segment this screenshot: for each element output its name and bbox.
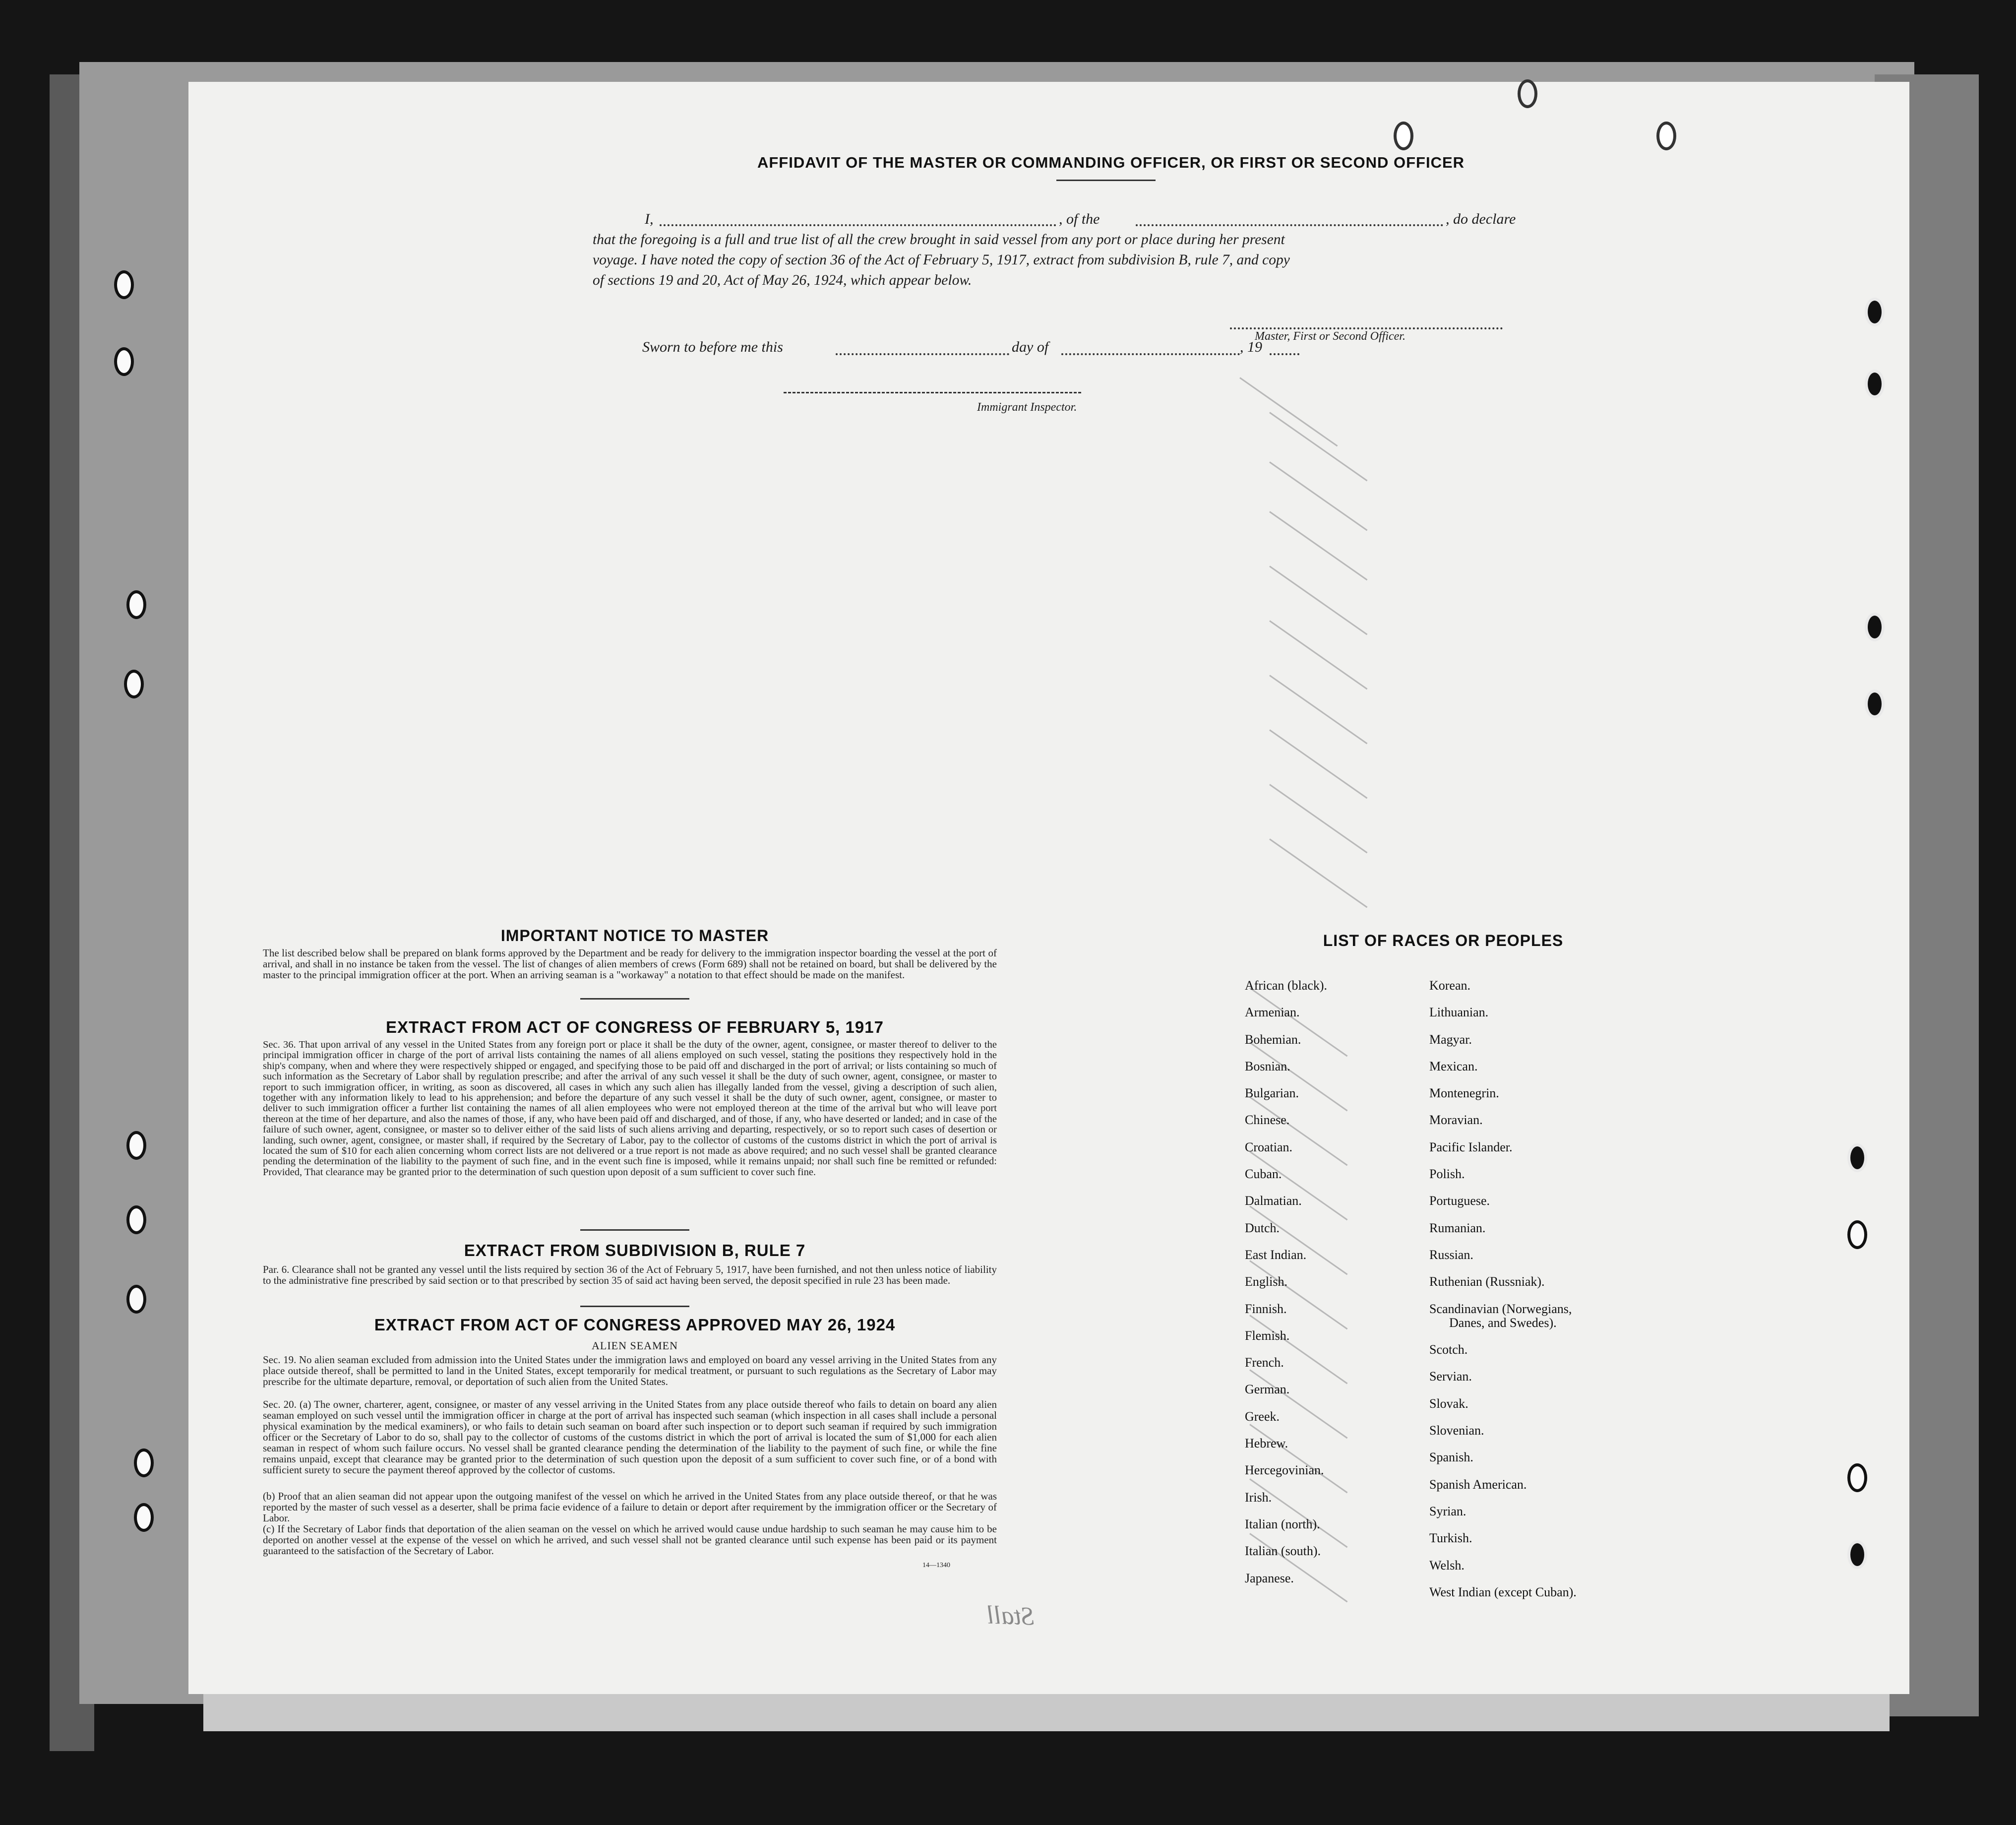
race-item: Hercegovinian. — [1245, 1463, 1324, 1478]
extract3-sec19: Sec. 19. No alien seaman excluded from admission into the United States under the immigration laws and employed on board any vessel arriving in the United States from any place outside thereof, shall be permitted to land in the United States, except temporarily for medical treatment, or pursuant to such regulations as the Secretary of Labor may prescribe for the ultimate departure, removal, or deportation of such alien from the United States. — [263, 1354, 997, 1387]
punch-hole — [1847, 1143, 1867, 1172]
binding-hole — [114, 347, 134, 376]
race-item: Croatian. — [1245, 1139, 1293, 1154]
race-item: English. — [1245, 1274, 1287, 1289]
race-item: Greek. — [1245, 1409, 1280, 1424]
affidavit-do-declare: , do declare — [1446, 211, 1516, 227]
race-item: Spanish. — [1429, 1450, 1473, 1465]
race-item: Chinese. — [1245, 1113, 1290, 1128]
master-caption: Master, First or Second Officer. — [1255, 330, 1405, 343]
affidavit-body-1: that the foregoing is a full and true list of all the crew brought in said vessel from any port or place during her present — [593, 232, 1285, 248]
race-item: Syrian. — [1429, 1504, 1466, 1518]
day-of-label: day of — [1012, 339, 1049, 355]
race-item: Montenegrin. — [1429, 1086, 1499, 1101]
year-label: , 19 — [1240, 339, 1262, 355]
binding-hole — [134, 1503, 154, 1532]
race-item: West Indian (except Cuban). — [1429, 1584, 1577, 1599]
race-item: Dutch. — [1245, 1220, 1280, 1235]
binding-hole — [134, 1448, 154, 1477]
inspector-caption: Immigrant Inspector. — [977, 401, 1077, 414]
punch-hole — [1847, 1540, 1867, 1569]
notice-text: The list described below shall be prepared on blank forms approved by the Department and be ready for delivery to the immigration inspector boarding the vessel at the port of arrival, and shall in no instance be taken from the vessel. The list of changes of alien members of crews (Form 689) shall not be retained on board, but shall be delivered by the master to the principal immigration officer at the port. When an arriving seaman is a "workaway" a notation to that effect should be made on the manifest. — [263, 947, 997, 981]
race-item: Bosnian. — [1245, 1059, 1290, 1073]
race-item: Rumanian. — [1429, 1220, 1486, 1235]
extract3-title: EXTRACT FROM ACT OF CONGRESS APPROVED MAY 26, 1924 — [374, 1316, 896, 1334]
races-left-column — [1245, 972, 1327, 1592]
master-signature-line — [1230, 327, 1503, 329]
race-item: Finnish. — [1245, 1301, 1287, 1316]
race-item: Bohemian. — [1245, 1032, 1301, 1047]
race-item: Hebrew. — [1245, 1436, 1288, 1451]
punch-hole — [1865, 690, 1885, 718]
affidavit-body-2: voyage. I have noted the copy of section 36 of the Act of February 5, 1917, extract from subdivision B, rule 7, and copy — [593, 252, 1290, 268]
year-blank — [1270, 353, 1299, 355]
race-item: Lithuanian. — [1429, 1005, 1489, 1020]
punch-hole — [1518, 79, 1537, 108]
race-item: Slovak. — [1429, 1396, 1468, 1411]
extract2-rule — [580, 1306, 689, 1307]
race-item: Turkish. — [1429, 1531, 1472, 1546]
sworn-label: Sworn to before me this — [642, 339, 783, 355]
extract3-sec20a: Sec. 20. (a) The owner, charterer, agent, consignee, or master of any vessel arriving in the United States from any place outside thereof who fails to detain on board any alien seaman employed on such vessel until the immigration officer in charge at the port of arrival has inspected such seaman (which inspection in all cases shall include a personal physical examination by the medical examiners), or who fails to detain such seaman on board after such inspection or to deport such seaman if required by such immigration officer or the Secretary of Labor to do so, shall pay to the collector of customs of the customs district in which the port of arrival is located the sum of $1,000 for each alien seaman in respect of whom such failure occurs. No vessel shall be granted clearance pending the determination of the liability to the payment of such fine, or while the fine remains unpaid, except that clearance may be granted prior to the determination of such question upon the deposit of a sum sufficient to cover such fine, or of a bond with sufficient surety to secure the payment thereof approved by the collector of customs. — [263, 1398, 997, 1476]
race-item: Welsh. — [1429, 1558, 1465, 1573]
race-item: Servian. — [1429, 1369, 1472, 1384]
race-item: Flemish. — [1245, 1328, 1290, 1343]
sworn-day-blank — [836, 353, 1009, 355]
race-item: Portuguese. — [1429, 1194, 1490, 1208]
title-rule — [1056, 180, 1156, 181]
race-item: Cuban. — [1245, 1167, 1282, 1182]
punch-hole — [1865, 370, 1885, 398]
notice-title: IMPORTANT NOTICE TO MASTER — [500, 927, 769, 944]
races-right-column — [1429, 972, 1577, 1606]
binding-hole — [126, 1285, 146, 1314]
extract3-subtitle: ALIEN SEAMEN — [592, 1339, 678, 1352]
extract2-text: Par. 6. Clearance shall not be granted any vessel until the lists required by section 36 of the Act of February 5, 1917, have been furnished, and not then unless notice of liability to the administrative fine prescribed by said section or to that prescribed by section 35 of said act having been served, the deposit specified in rule 23 has been made. — [263, 1263, 997, 1286]
race-item: Moravian. — [1429, 1113, 1483, 1128]
extract2-title: EXTRACT FROM SUBDIVISION B, RULE 7 — [464, 1241, 806, 1259]
extract1-title: EXTRACT FROM ACT OF CONGRESS OF FEBRUARY 5, 1917 — [386, 1018, 884, 1036]
punch-hole — [1865, 613, 1885, 641]
binding-hole — [126, 1131, 146, 1160]
race-item: Pacific Islander. — [1429, 1139, 1513, 1154]
race-item: Dalmatian. — [1245, 1194, 1302, 1208]
punch-hole — [1847, 1463, 1867, 1492]
inspector-signature-line — [784, 392, 1081, 393]
notice-rule — [580, 998, 689, 1000]
race-item: French. — [1245, 1355, 1284, 1370]
punch-hole — [1394, 122, 1413, 150]
race-item: German. — [1245, 1382, 1290, 1397]
race-item: East Indian. — [1245, 1247, 1307, 1262]
race-item: Armenian. — [1245, 1005, 1300, 1020]
extract1-text: Sec. 36. That upon arrival of any vessel in the United States from any foreign port or place it shall be the duty of the owner, agent, consignee, or master thereof to deliver to the principal immigration officer in charge of the port of arrival lists containing the names of all aliens employed on such vessel, stating the positions they respectively hold in the ship's company, when and where they were respectively shipped or engaged, and specifying those to be paid off and discharged in the port of arrival; or lists containing so much of such information as the Secretary of Labor shall by regulation prescribe; and after the arrival of any such vessel it shall be the duty of such owner, agent, consignee, or master to report to such immigration officer, in writing, as soon as discovered, all cases in which any such alien has illegally landed from the vessel, giving a description of such alien, together with any information likely to lead to his apprehension; and before the departure of any such vessel it shall be the duty of such owner, agent, consignee, or master to deliver to such immigration officer a further list containing the names of all alien employees who were not employed thereon at the time of the arrival but who will leave port thereon at the time of her departure, and also the names of those, if any, who have been paid off and discharged, and of those, if any, who have deserted or landed; and in case of the failure of such owner, agent, consignee, or master so to deliver either of the said lists of such aliens arriving and departing, respectively, or so to report such cases of desertion or landing, such owner, agent, consignee, or master shall, if required by the Secretary of Labor, pay to the collector of customs of the customs district in which the port of arrival is located the sum of $10 for each alien concerning whom correct lists are not delivered or a true report is not made as above required; and no such vessel shall be granted clearance pending the determination of the liability to the payment of such fine, and in the event such fine is imposed, while it remains unpaid; nor shall such fine be remitted or refunded: Provided, That clearance may be granted prior to the determination of such question upon deposit of a sum sufficient to cover such fine. — [263, 1039, 997, 1178]
race-item: Russian. — [1429, 1247, 1473, 1262]
race-item: Spanish American. — [1429, 1477, 1527, 1492]
punch-hole — [1865, 298, 1885, 326]
races-title: LIST OF RACES OR PEOPLES — [1323, 932, 1564, 949]
race-item: Italian (south). — [1245, 1544, 1321, 1559]
race-item: Korean. — [1429, 978, 1471, 993]
binding-hole — [114, 270, 134, 299]
race-item: Ruthenian (Russniak). — [1429, 1274, 1545, 1289]
race-item: Bulgarian. — [1245, 1086, 1299, 1101]
extract3-sec20c: (c) If the Secretary of Labor finds that deportation of the alien seaman on the vessel on which he arrived would cause undue hardship to such seaman he may cause him to be deported on another vessel at the expense of the vessel on which he arrived, and such vessel shall not be granted clearance until such expense has been paid or its payment guaranteed to the satisfaction of the Secretary of Labor. — [263, 1523, 997, 1557]
punch-hole — [1847, 1220, 1867, 1249]
extract1-rule — [580, 1229, 689, 1231]
affidavit-body-3: of sections 19 and 20, Act of May 26, 1924, which appear below. — [593, 272, 972, 288]
race-item: Magyar. — [1429, 1032, 1472, 1047]
race-item: Italian (north). — [1245, 1516, 1320, 1531]
race-item: Irish. — [1245, 1490, 1272, 1505]
affidavit-of-the: , of the — [1059, 211, 1100, 227]
binding-hole — [126, 1205, 146, 1234]
affidavit-title: AFFIDAVIT OF THE MASTER OR COMMANDING OFFICER, OR FIRST OR SECOND OFFICER — [757, 154, 1465, 171]
name-blank — [660, 224, 1056, 226]
race-item: Mexican. — [1429, 1059, 1478, 1073]
race-item: Scotch. — [1429, 1342, 1468, 1357]
handwritten-mark: Stall — [986, 1601, 1035, 1631]
vessel-blank — [1136, 224, 1443, 226]
race-item: African (black). — [1245, 978, 1328, 993]
race-item: Slovenian. — [1429, 1423, 1484, 1438]
binding-hole — [124, 670, 144, 698]
affidavit-i-label: I, — [645, 211, 654, 227]
form-number: 14—1340 — [922, 1562, 950, 1569]
punch-hole — [1656, 122, 1676, 150]
race-item: Japanese. — [1245, 1571, 1294, 1585]
sworn-month-blank — [1061, 353, 1240, 355]
binding-hole — [126, 590, 146, 619]
race-item: Danes, and Swedes). — [1449, 1315, 1557, 1330]
extract3-sec20b: (b) Proof that an alien seaman did not appear upon the outgoing manifest of the vessel on which he arrived in the United States from any place outside thereof, or that he was reported by the master of such vessel as a deserter, shall be prima facie evidence of a failure to detain or deport after requirement by the immigration officer or the Secretary of Labor. — [263, 1490, 997, 1524]
race-item: Scandinavian (Norwegians, — [1429, 1301, 1572, 1316]
race-item: Polish. — [1429, 1167, 1465, 1182]
